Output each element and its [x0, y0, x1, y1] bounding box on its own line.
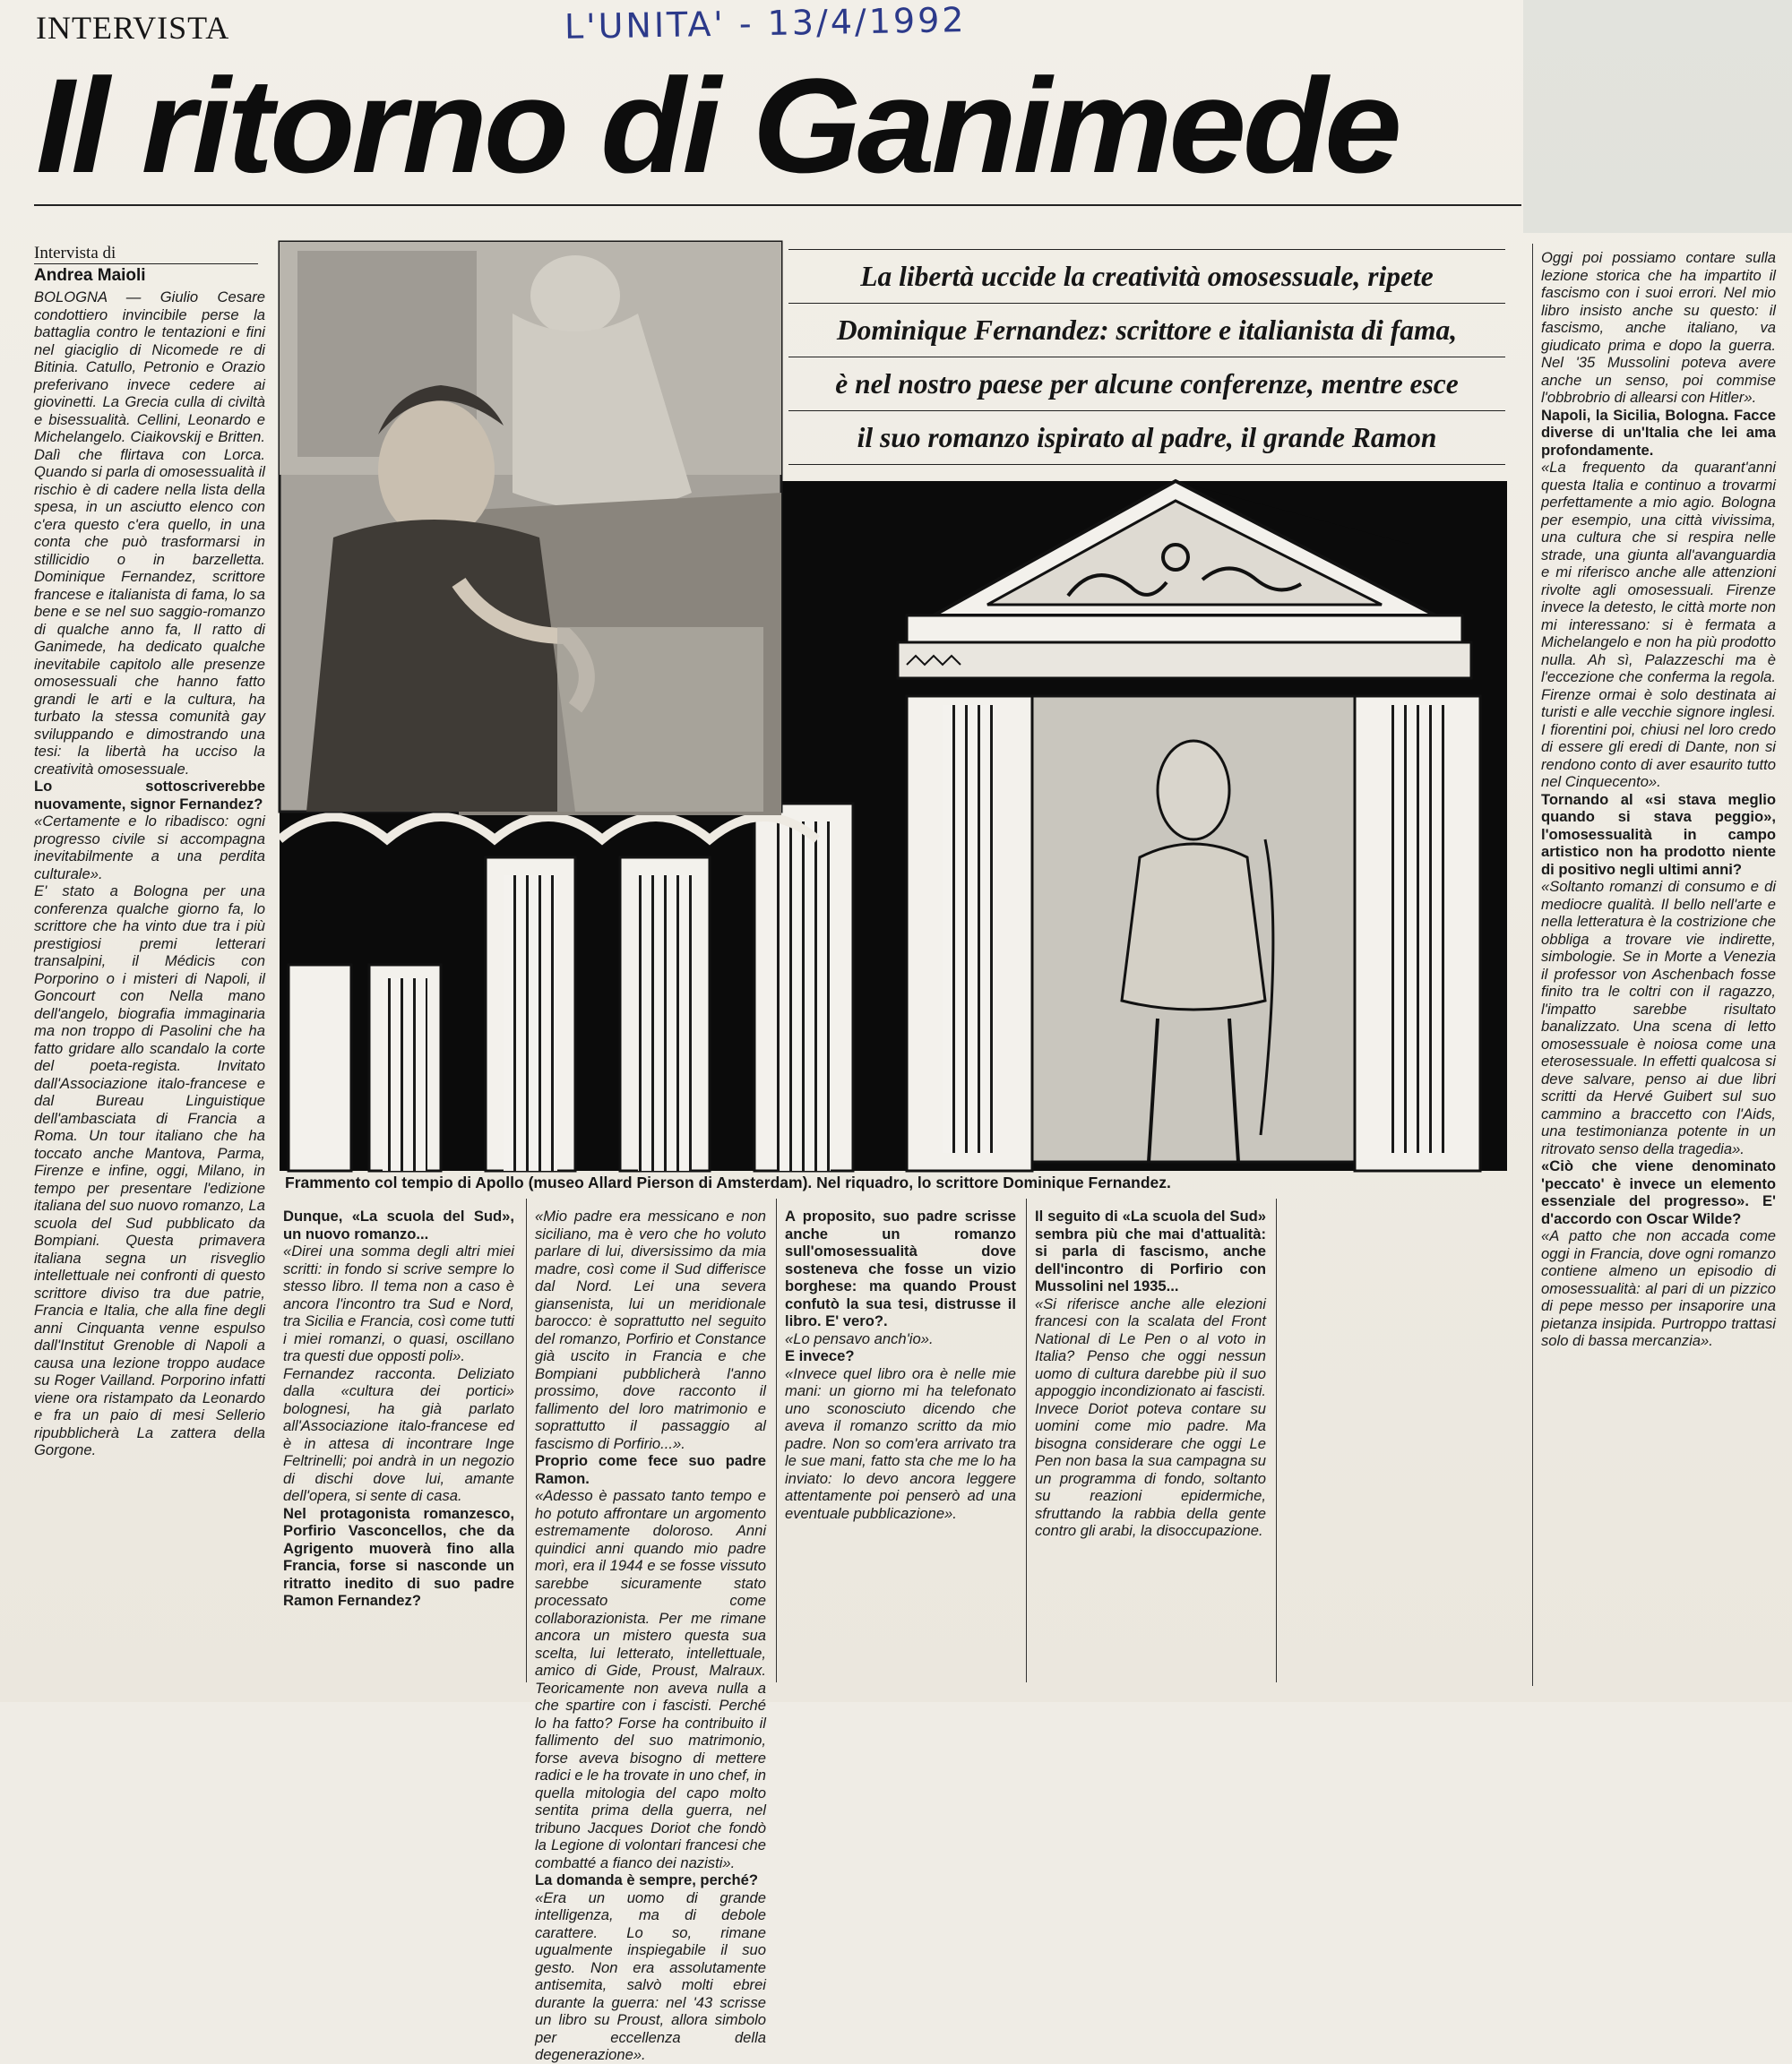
paragraph: «La frequento da quarant'anni questa Italia e continuo a trovarmi perfettamente a mio agio. Bologna per esempio, una città vivissima, una cultura che si respira nelle strade, una giunta all'avanguardia e mi riferisco anche alle attenzioni rivolte agli omosessuali. Firenze invece la detesto, le città morte non mi interessano: si è fermata a Michelangelo e non ha più prodotto nulla. Ah sì, Palazzeschi ma è l'eccezione che conferma la regola. Firenze ormai è solo destinata ai turisti e alle vecchie signore inglesi. I fiorentini poi, chiusi nel loro credo di essere gli eredi di Dante, non si rendono conto di aver esaurito tutto nel Cinquecento».	[1541, 459, 1776, 790]
section-label: INTERVISTA	[36, 10, 230, 46]
article-column-4	[785, 1208, 1016, 1691]
column-divider	[1026, 1199, 1027, 1682]
column-divider	[1276, 1199, 1277, 1682]
article-column-3	[535, 1208, 766, 2063]
paragraph: «Adesso è passato tanto tempo e ho potuto affrontare un argomento estremamente doloroso. Anni quindici anni quando mio padre morì, era il 1944 e se fosse vissuto sarebbe sicuramente stato processato come collaborazionista. Per me rimane ancora un mistero questa sua scelta, lui letterato, intellettuale, amico di Gide, Proust, Malraux. Teoricamente non aveva nulla a che spartire con i fascisti. Perché lo ha fatto? Forse ha contribuito il fallimento del suo matrimonio, forse aveva bisogno di mettere radici e le ha trovate in uno chef, in quella mitologia del capo molto sentita prima della guerra, nel tribuno Jacques Doriot che fondò la Legione di volontari francesi che combatté a fianco dei nazisti».	[535, 1487, 766, 1871]
byline-label: Intervista di	[34, 244, 116, 262]
interview-question: E invece?	[785, 1347, 855, 1364]
paragraph: «Direi una somma degli altri miei scritti: in fondo si scrive sempre lo stesso libro. Il tema non a caso è ancora l'incontro tra Sud e Nord, tra Sicilia e Francia, così come tutti i miei romanzi, o quasi, oscillano tra questi due opposti poli».	[283, 1243, 514, 1364]
headline: Il ritorno di Ganimede	[36, 50, 1399, 201]
column-divider	[1532, 244, 1533, 1686]
paragraph: «Invece quel libro ora è nelle mie mani: un giorno mi ha telefonato uno sconosciuto dicendo che aveva il romanzo scritto da mio padre. Non so com'era arrivato tra le sue mani, fatto sta che me lo ha inviato: lo devo ancora leggere attentamente poi penserò ad una eventuale pubblicazione».	[785, 1364, 1016, 1522]
interview-question: Nel protagonista romanzesco, Porfirio Vasconcellos, che da Agrigento muoverà fino alla Francia, forse si nasconde un ritratto inedito di suo padre Ramon Fernandez?	[283, 1504, 514, 1609]
paragraph: «A patto che non accada come oggi in Francia, dove ogni romanzo contiene almeno un episodio di omosessualità: al pari di un pizzico di pepe messo per insaporire una pietanza insipida. Purtroppo trattasi solo di bassa mercanzia».	[1541, 1227, 1776, 1349]
subhead	[788, 249, 1505, 465]
interview-question: Tornando al «si stava meglio quando si stava peggio», l'omosessualità in campo artistico non ha prodotto niente di positivo negli ultimi anni?	[1541, 790, 1776, 878]
bleed-through-text	[1523, 0, 1792, 233]
interview-question: Napoli, la Sicilia, Bologna. Facce diverse di un'Italia che lei ama profondamente.	[1541, 406, 1776, 459]
paragraph: «Certamente e lo ribadisco: ogni progresso civile si accompagna inevitabilmente a una perdita culturale».	[34, 813, 265, 882]
interview-question: Dunque, «La scuola del Sud», un nuovo romanzo...	[283, 1208, 514, 1243]
interview-question: A proposito, suo padre scrisse anche un romanzo sull'omosessualità dove sosteneva che fosse un vizio borghese: ma quando Proust confutò la sua tesi, distrusse il libro. E' vero?.	[785, 1208, 1016, 1329]
column-divider	[776, 1199, 777, 1682]
subhead-line: è nel nostro paese per alcune conferenze, mentre esce	[788, 357, 1505, 411]
byline-author: Andrea Maioli	[34, 266, 146, 285]
paragraph: «Lo pensavo anch'io».	[785, 1329, 934, 1347]
interview-question: «Ciò che viene denominato 'peccato' è invece un elemento essenziale del progresso». E' d'accordo con Oscar Wilde?	[1541, 1157, 1776, 1227]
interview-question: Lo sottoscriverebbe nuovamente, signor Fernandez?	[34, 778, 265, 813]
paragraph: «Mio padre era messicano e non siciliano, ma è vero che ho voluto parlare di lui, diversissimo da mia madre, così come il Sud differisce dal Nord. Lei una severa giansenista, lui un meridionale barocco: è soprattutto nel seguito del romanzo, Porfirio et Constance già uscito in Francia e che Bompiani pubblicherà l'anno prossimo, dove racconto il fallimento del loro matrimonio e soprattutto il passaggio al fascismo di Porfirio...».	[535, 1208, 766, 1452]
article-column-1	[34, 288, 265, 1693]
interview-question: La domanda è sempre, perché?	[535, 1871, 758, 1888]
subhead-line: il suo romanzo ispirato al padre, il grande Ramon	[788, 411, 1505, 465]
paragraph: «Si riferisce anche alle elezioni francesi con la scalata del Front National di Le Pen o al voto in Italia? Penso che oggi nessun uomo di cultura darebbe più il suo appoggio incondizionato ai fascisti. Invece Doriot poteva contare su uomini come mio padre. Ma bisogna considerare che oggi Le Pen non basa la sua campagna su un programma di fondo, soltanto su reazioni epidermiche, sfruttando la rabbia della gente contro gli arabi, la disoccupazione.	[1035, 1294, 1266, 1539]
column-divider	[526, 1199, 527, 1682]
paragraph: Fernandez racconta. Deliziato dalla «cultura dei portici» bolognesi, ha già parlato all'Associazione italo-francese ed è in attesa di incontrare Inge Feltrinelli; poi andrà in un negozio di dischi dove lui, amante dell'opera, si sente di casa.	[283, 1364, 514, 1504]
byline-rule	[34, 263, 258, 264]
headline-rule	[34, 204, 1521, 206]
subhead-line: Dominique Fernandez: scrittore e italianista di fama,	[788, 304, 1505, 357]
paragraph: «Soltanto romanzi di consumo e di mediocre qualità. Il bello nell'arte e nella letteratura è la costrizione che obbliga a trovare vie indirette, simbologie. Se in Morte a Venezia il professor von Aschenbach fosse finito tra le coltri con il ragazzo, l'impatto sarebbe risultato banalizzato. Una scena di letto omosessuale è noiosa come una eterosessuale. In effetti qualcosa si deve salvare, penso ai due libri scritti da Hervé Guibert sul suo cammino a braccetto con l'Aids, una testimonianza potente in un ritrovato senso della tragedia».	[1541, 878, 1776, 1157]
paragraph: «Era un uomo di grande intelligenza, ma di debole carattere. Lo so, rimane ugualmente inspiegabile il suo gesto. Non era assolutamente antisemita, salvò molti ebrei durante la guerra: nel '43 scrisse un libro su Proust, allora simbolo per eccellenza della degenerazione».	[535, 1888, 766, 2063]
article-column-5	[1035, 1208, 1266, 1691]
photo-caption: Frammento col tempio di Apollo (museo Allard Pierson di Amsterdam). Nel riquadro, lo scrittore Dominique Fernandez.	[285, 1174, 1171, 1191]
subhead-line: La libertà uccide la creatività omosessuale, ripete	[788, 249, 1505, 304]
paragraph: Oggi poi possiamo contare sulla lezione storica che ha impartito il fascismo con i suoi errori. Nel mio libro insisto anche su questo: il fascismo, anche italiano, va giudicato prima e dopo la guerra. Nel '35 Mussolini poteva avere anche un senso, poi commise l'obbrobrio di allearsi con Hitler».	[1541, 249, 1776, 406]
interview-question: Proprio come fece suo padre Ramon.	[535, 1452, 766, 1487]
paragraph: E' stato a Bologna per una conferenza qualche giorno fa, lo scrittore che ha vinto due tra i più prestigiosi premi letterari transalpini, il Médicis con Porporino o i misteri di Napoli, il Goncourt con Nella mano dell'angelo, biografia immaginaria ma non troppo di Pasolini che ha fatto gridare allo scandalo la corte del poeta-regista. Invitato dall'Associazione italo-francese e dal Bureau Linguistique dell'ambasciata di Francia a Roma. Un tour italiano che ha toccato anche Mantova, Parma, Firenze e infine, oggi, Milano, in tempo per presentare l'edizione italiana del suo nuovo romanzo, La scuola del Sud pubblicato da Bompiani. Questa primavera italiana segna un risveglio intellettuale nei confronti di questo scrittore diviso tra due patrie, Francia e Italia, che alla fine degli anni Cinquanta venne espulso dall'Institut Grenoble di Napoli a causa una lezione troppo audace su Roger Vailland. Porporino infatti viene ora ristampato da Leonardo e fra un paio di mesi Sellerio ripubblicherà La zattera della Gorgone.	[34, 882, 265, 1458]
article-column-6	[1541, 249, 1776, 1691]
article-column-2	[283, 1208, 514, 1691]
author-portrait-photo	[280, 242, 781, 812]
paragraph: BOLOGNA — Giulio Cesare condottiero invincibile perse la battaglia contro le tentazioni e fini nel giaciglio di Nicomede re di Bitinia. Catullo, Petronio e Orazio preferivano invece cedere ai giovinetti. La Grecia culla di civiltà e bisessualità. Cellini, Leonardo e Michelangelo. Ciaikovskij e Britten. Dalì che flirtava con Lorca. Quando si parla di omosessualità il rischio è di cadere nella lista della spesa, in un asciutto elenco con c'era questo c'era quello, in una conta che può trasformarsi in stillicidio o in barzelletta. Dominique Fernandez, scrittore francese e italianista di fama, lo sa bene e se nel suo saggio-romanzo di qualche anno fa, Il ratto di Ganimede, ha dedicato qualche inevitabile capitolo alle presenze omosessuali che hanno fatto grandi le arti e la cultura, ha turbato la stessa comunità gay sviluppando e dimostrando una tesi: la libertà ha ucciso la creatività omosessuale.	[34, 288, 265, 778]
interview-question: Il seguito di «La scuola del Sud» sembra più che mai d'attualità: si parla di fascismo, anche dell'incontro di Porfirio con Mussolini nel 1935...	[1035, 1208, 1266, 1294]
date-stamp: L'UNITA' - 13/4/1992	[564, 0, 967, 47]
